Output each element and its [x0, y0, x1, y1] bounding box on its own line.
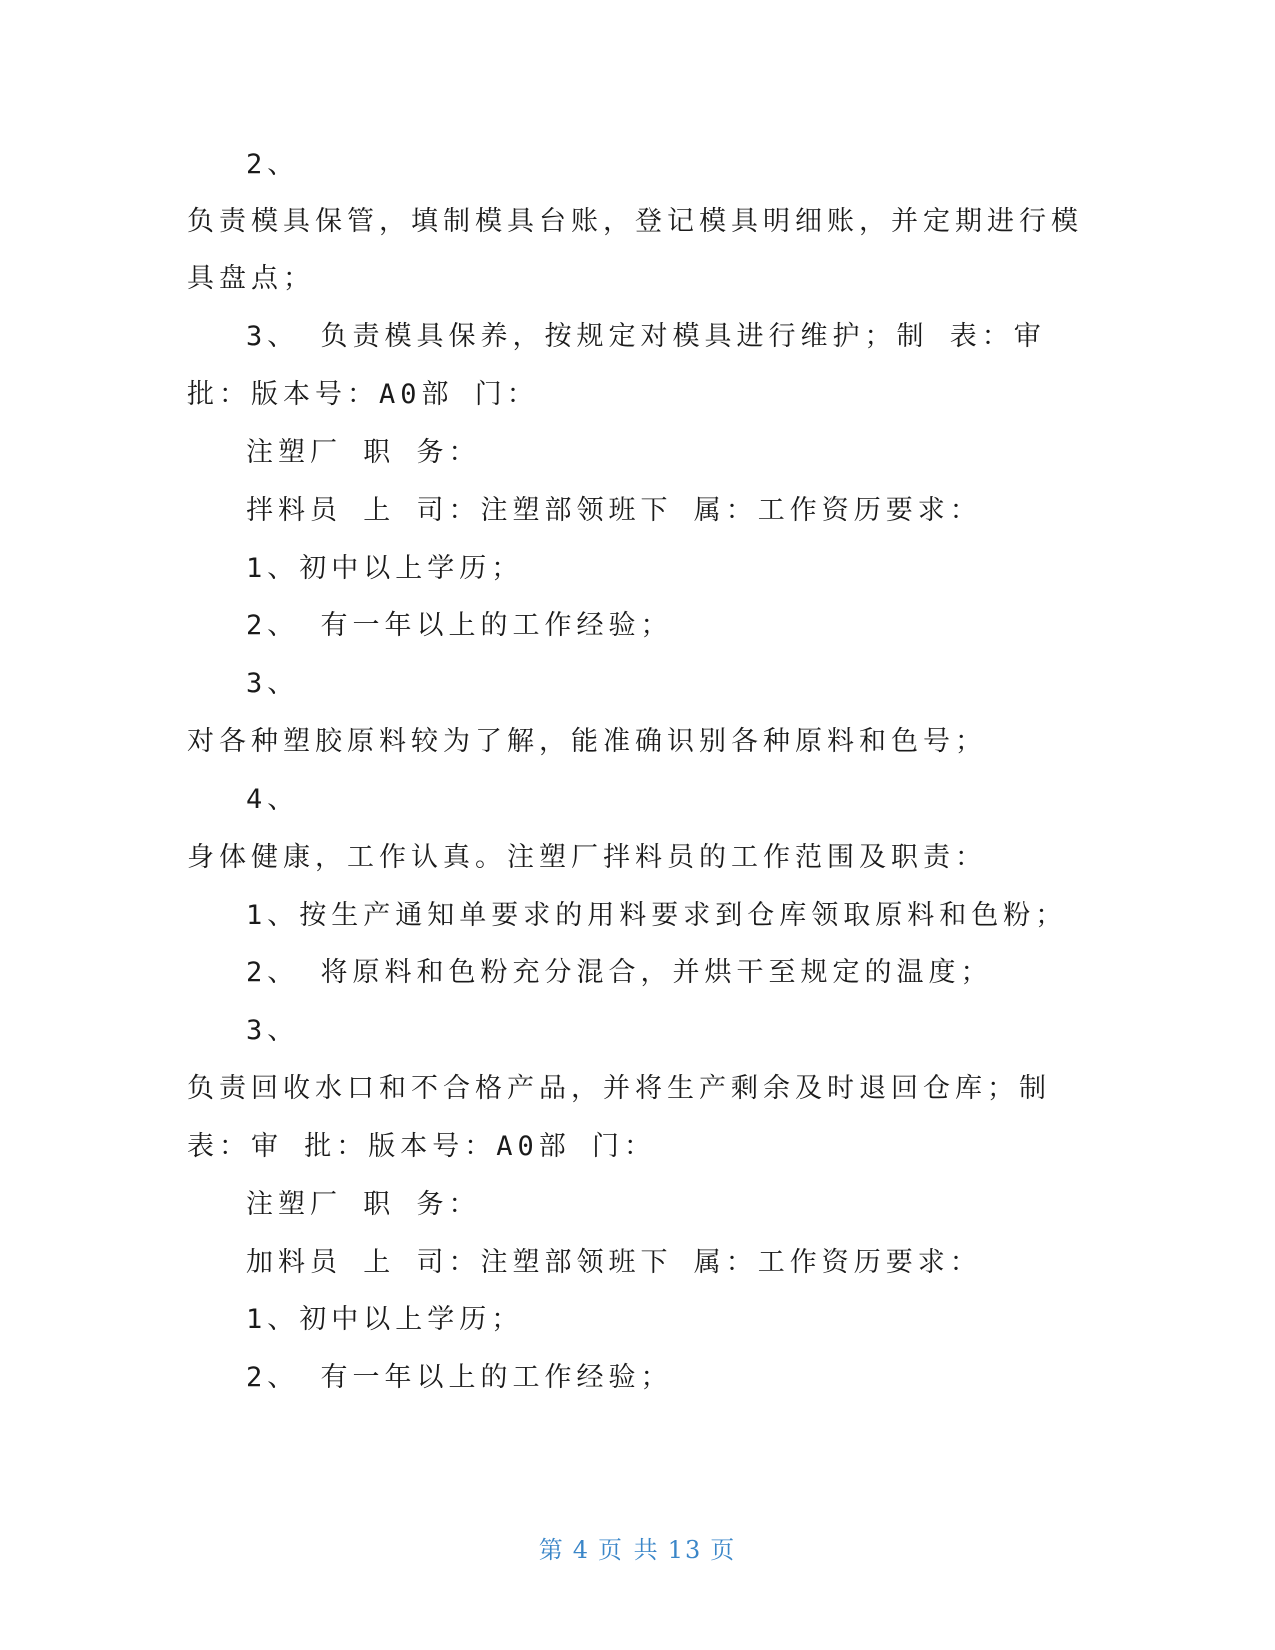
page-footer [0, 1530, 1275, 1565]
text-line: 2、 [246, 149, 300, 180]
text-line: 3、 [246, 1015, 300, 1046]
text-line: 2、 有一年以上的工作经验； [246, 1362, 673, 1393]
footer-suffix: 页 [710, 1536, 737, 1564]
text-line: 注塑厂 职 务： [246, 437, 481, 468]
footer-prefix: 第 [538, 1536, 565, 1564]
text-line: 加料员 上 司：注塑部领班下 属：工作资历要求： [246, 1247, 982, 1278]
text-line: 批：版本号：A0部 门： [187, 379, 539, 410]
text-line: 2、 将原料和色粉充分混合，并烘干至规定的温度； [246, 957, 993, 988]
text-line: 3、 负责模具保养，按规定对模具进行维护；制 表：审 [246, 321, 1046, 352]
text-line: 1、初中以上学历； [246, 1304, 524, 1335]
text-line: 2、 有一年以上的工作经验； [246, 610, 673, 641]
text-line: 注塑厂 职 务： [246, 1189, 481, 1220]
text-line: 4、 [246, 784, 300, 815]
text-line: 具盘点； [187, 263, 315, 294]
text-line: 负责模具保管，填制模具台账，登记模具明细账，并定期进行模 [187, 206, 1083, 237]
total-pages-number: 13 [667, 1536, 703, 1564]
text-line: 1、初中以上学历； [246, 553, 524, 584]
current-page-number: 4 [572, 1536, 591, 1564]
text-line: 3、 [246, 668, 300, 699]
text-line: 表：审 批：版本号：A0部 门： [187, 1131, 657, 1162]
text-line: 负责回收水口和不合格产品，并将生产剩余及时退回仓库；制 [187, 1073, 1051, 1104]
footer-middle: 页 共 [598, 1536, 660, 1564]
text-line: 1、按生产通知单要求的用料要求到仓库领取原料和色粉； [246, 900, 1068, 931]
text-line: 拌料员 上 司：注塑部领班下 属：工作资历要求： [246, 495, 982, 526]
text-line: 身体健康，工作认真。注塑厂拌料员的工作范围及职责： [187, 842, 987, 873]
text-line: 对各种塑胶原料较为了解，能准确识别各种原料和色号； [187, 726, 987, 757]
